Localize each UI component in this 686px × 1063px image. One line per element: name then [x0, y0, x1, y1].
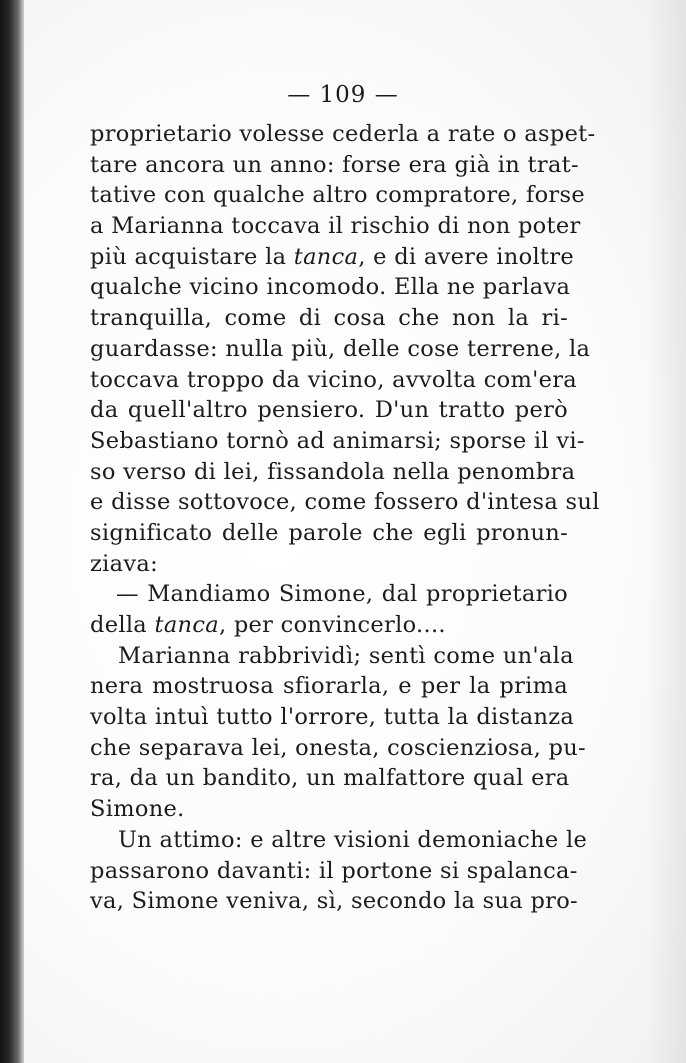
text-line: volta intuì tutto l'orrore, tutta la distanza — [90, 704, 575, 731]
text-line: va, Simone veniva, sì, secondo la sua pro- — [90, 888, 578, 915]
text-line: tare ancora un anno: forse era già in trat- — [90, 151, 579, 178]
text-line: ra, da un bandito, un malfattore qual era — [90, 765, 570, 792]
italic-word: tanca — [293, 243, 359, 270]
text-line: tranquilla, come di cosa che non la ri- — [90, 305, 568, 332]
body-text — [90, 119, 600, 917]
text-line: che separava lei, onesta, coscienziosa, pu- — [90, 734, 586, 761]
text-line: toccava troppo da vicino, avvolta com'era — [90, 366, 577, 393]
text-line: da quell'altro pensiero. D'un tratto però — [90, 397, 568, 424]
page-edge-shade — [646, 0, 686, 1063]
text-line: della tanca, per convincerlo.... — [90, 612, 446, 638]
text-line: Un attimo: e altre visioni demoniache le — [118, 826, 588, 853]
text-line: Sebastiano tornò ad animarsi; sporse il vi- — [90, 427, 585, 454]
text-line: qualche vicino incomodo. Ella ne parlava — [90, 274, 571, 301]
text-line: più acquistare la tanca, e di avere inoltre — [90, 243, 574, 270]
page-number: — 109 — — [287, 82, 399, 108]
book-spine-shadow — [0, 0, 24, 1063]
text-line: e disse sottovoce, come fossero d'intesa sul — [90, 489, 600, 516]
text-line: so verso di lei, fissandola nella penombra — [90, 458, 576, 485]
text-line: nera mostruosa sfiorarla, e per la prima — [90, 673, 568, 700]
text-line: a Marianna toccava il rischio di non poter — [90, 213, 581, 240]
text-line: ziava: — [90, 550, 158, 577]
text-line: guardasse: nulla più, delle cose terrene, la — [90, 335, 591, 362]
text-line: passarono davanti: il portone si spalanca- — [90, 857, 578, 884]
text-line: — Mandiamo Simone, dal proprietario — [116, 581, 568, 608]
italic-word: tanca — [154, 612, 219, 638]
text-line: significato delle parole che egli pronun- — [90, 519, 568, 546]
text-line: tative con qualche altro compratore, forse — [90, 182, 585, 209]
text-line: proprietario volesse cederla a rate o aspet- — [90, 121, 596, 147]
text-line: Marianna rabbrividì; sentì come un'ala — [118, 642, 574, 669]
text-line: Simone. — [90, 796, 185, 823]
